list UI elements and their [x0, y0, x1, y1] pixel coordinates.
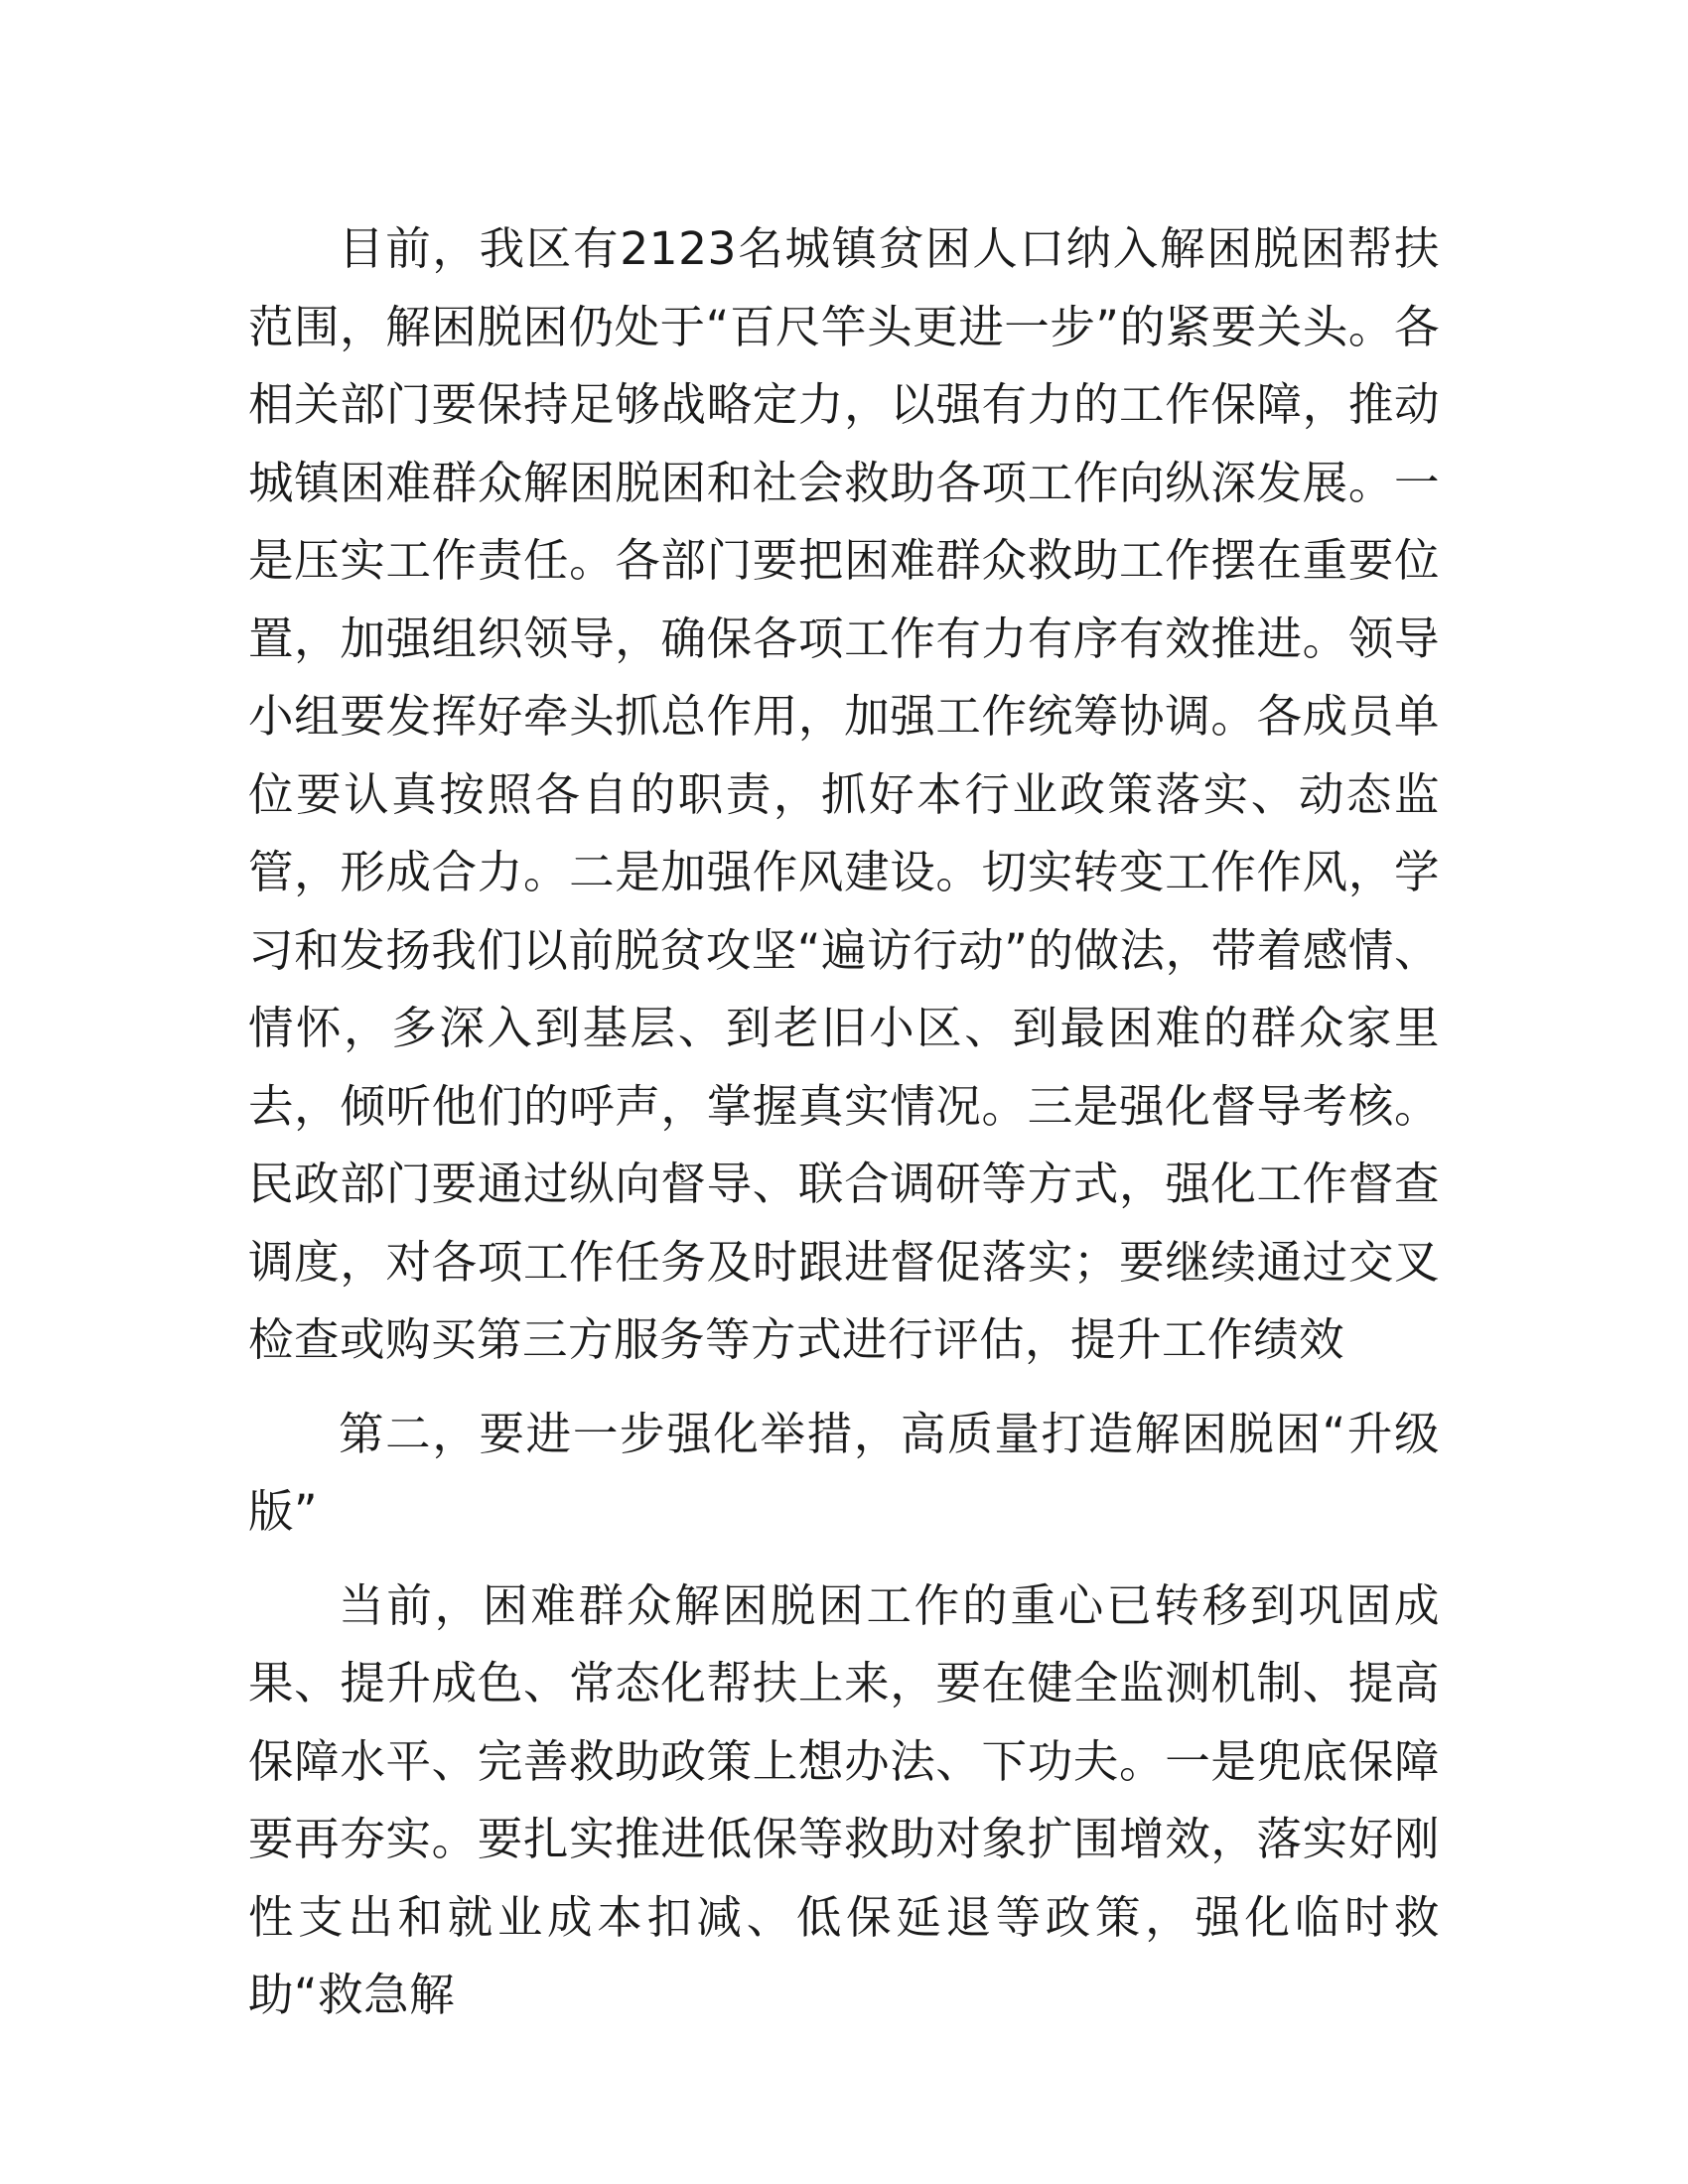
- section-heading-second: 第二，要进一步强化举措，高质量打造解困脱困“升级版”: [248, 1407, 1440, 1538]
- document-page: [248, 210, 1440, 2051]
- paragraph-work-guarantee: 目前，我区有2123名城镇贫困人口纳入解困脱困帮扶范围，解困脱困仍处于“百尺竿头更进一步”的紧要关头。各相关部门要保持足够战略定力，以强有力的工作保障，推动城镇困难群众解困脱困和社会救助各项工作向纵深发展。一是压实工作责任。各部门要把困难群众救助工作摆在重要位置，加强组织领导，确保各项工作有力有序有效推进。领导小组要发挥好牵头抓总作用，加强工作统筹协调。各成员单位要认真按照各自的职责，抓好本行业政策落实、动态监管，形成合力。二是加强作风建设。切实转变工作作风，学习和发扬我们以前脱贫攻坚“遍访行动”的做法，带着感情、情怀，多深入到基层、到老旧小区、到最困难的群众家里去，倾听他们的呼声，掌握真实情况。三是强化督导考核。民政部门要通过纵向督导、联合调研等方式，强化工作督查调度，对各项工作任务及时跟进督促落实；要继续通过交叉检查或购买第三方服务等方式进行评估，提升工作绩效: [248, 222, 1440, 1366]
- paragraph-measures: 当前，困难群众解困脱困工作的重心已转移到巩固成果、提升成色、常态化帮扶上来，要在健全监测机制、提高保障水平、完善救助政策上想办法、下功夫。一是兜底保障要再夯实。要扎实推进低保等救助对象扩围增效，落实好刚性支出和就业成本扣减、低保延退等政策，强化临时救助“救急解: [248, 1578, 1440, 2021]
